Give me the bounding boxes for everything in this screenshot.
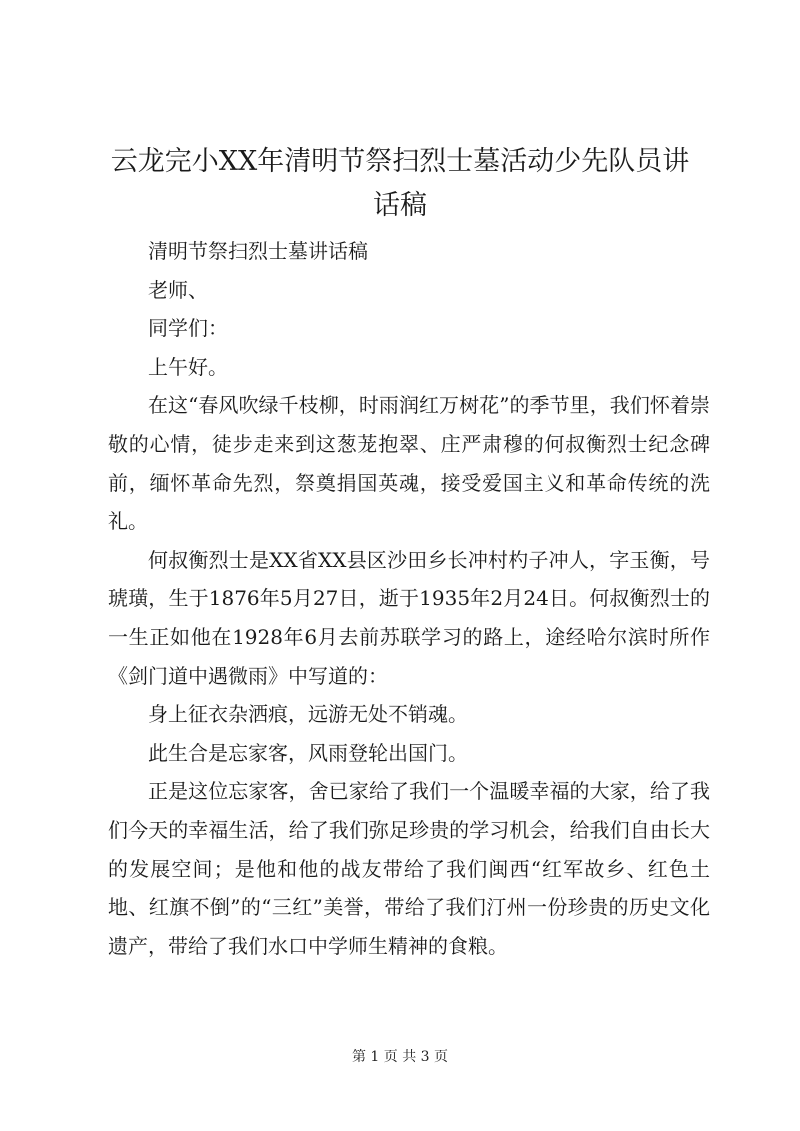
page-footer: 第 1 页 共 3 页: [351, 1049, 449, 1065]
paragraph-biography: 何叔衡烈士是XX省XX县区沙田乡长冲村杓子冲人，字玉衡，号琥璜，生于1876年5月27日，逝于1935年2月24日。何叔衡烈士的一生正如他在1928年6月去前苏联学习的路上，途经哈尔滨时所作《剑门道中遇微雨》中写道的：: [108, 547, 710, 688]
paragraph-legacy: 正是这位忘家客，舍已家给了我们一个温暖幸福的大家，给了我们今天的幸福生活，给了我们弥足珍贵的学习机会，给我们自由长大的发展空间；是他和他的战友带给了我们闽西“红军故乡、红色土地、红旗不倒”的“三红”美誉，带给了我们汀州一份珍贵的历史文化遗产，带给了我们水口中学师生精神的食粮。: [108, 779, 710, 958]
paragraph-greeting-teachers: 老师、: [148, 277, 208, 302]
document-body: [108, 232, 710, 965]
paragraph-intro: 在这“春风吹绿千枝柳，时雨润红万树花”的季节里，我们怀着崇敬的心情，徒步走来到这葱茏抱翠、庄严肃穆的何叔衡烈士纪念碑前，缅怀革命先烈，祭奠捐国英魂，接受爱国主义和革命传统的洗礼。: [108, 393, 710, 534]
document-title: 云龙完小XX年清明节祭扫烈士墓活动少先队员讲话稿: [110, 146, 690, 221]
paragraph-heading: 清明节祭扫烈士墓讲话稿: [148, 239, 368, 263]
poem-line-1: 身上征衣杂洒痕，远游无处不销魂。: [148, 702, 468, 727]
poem-line-2: 此生合是忘家客，风雨登轮出国门。: [148, 740, 468, 765]
paragraph-greeting-students: 同学们：: [148, 316, 228, 341]
paragraph-good-morning: 上午好。: [148, 354, 228, 379]
